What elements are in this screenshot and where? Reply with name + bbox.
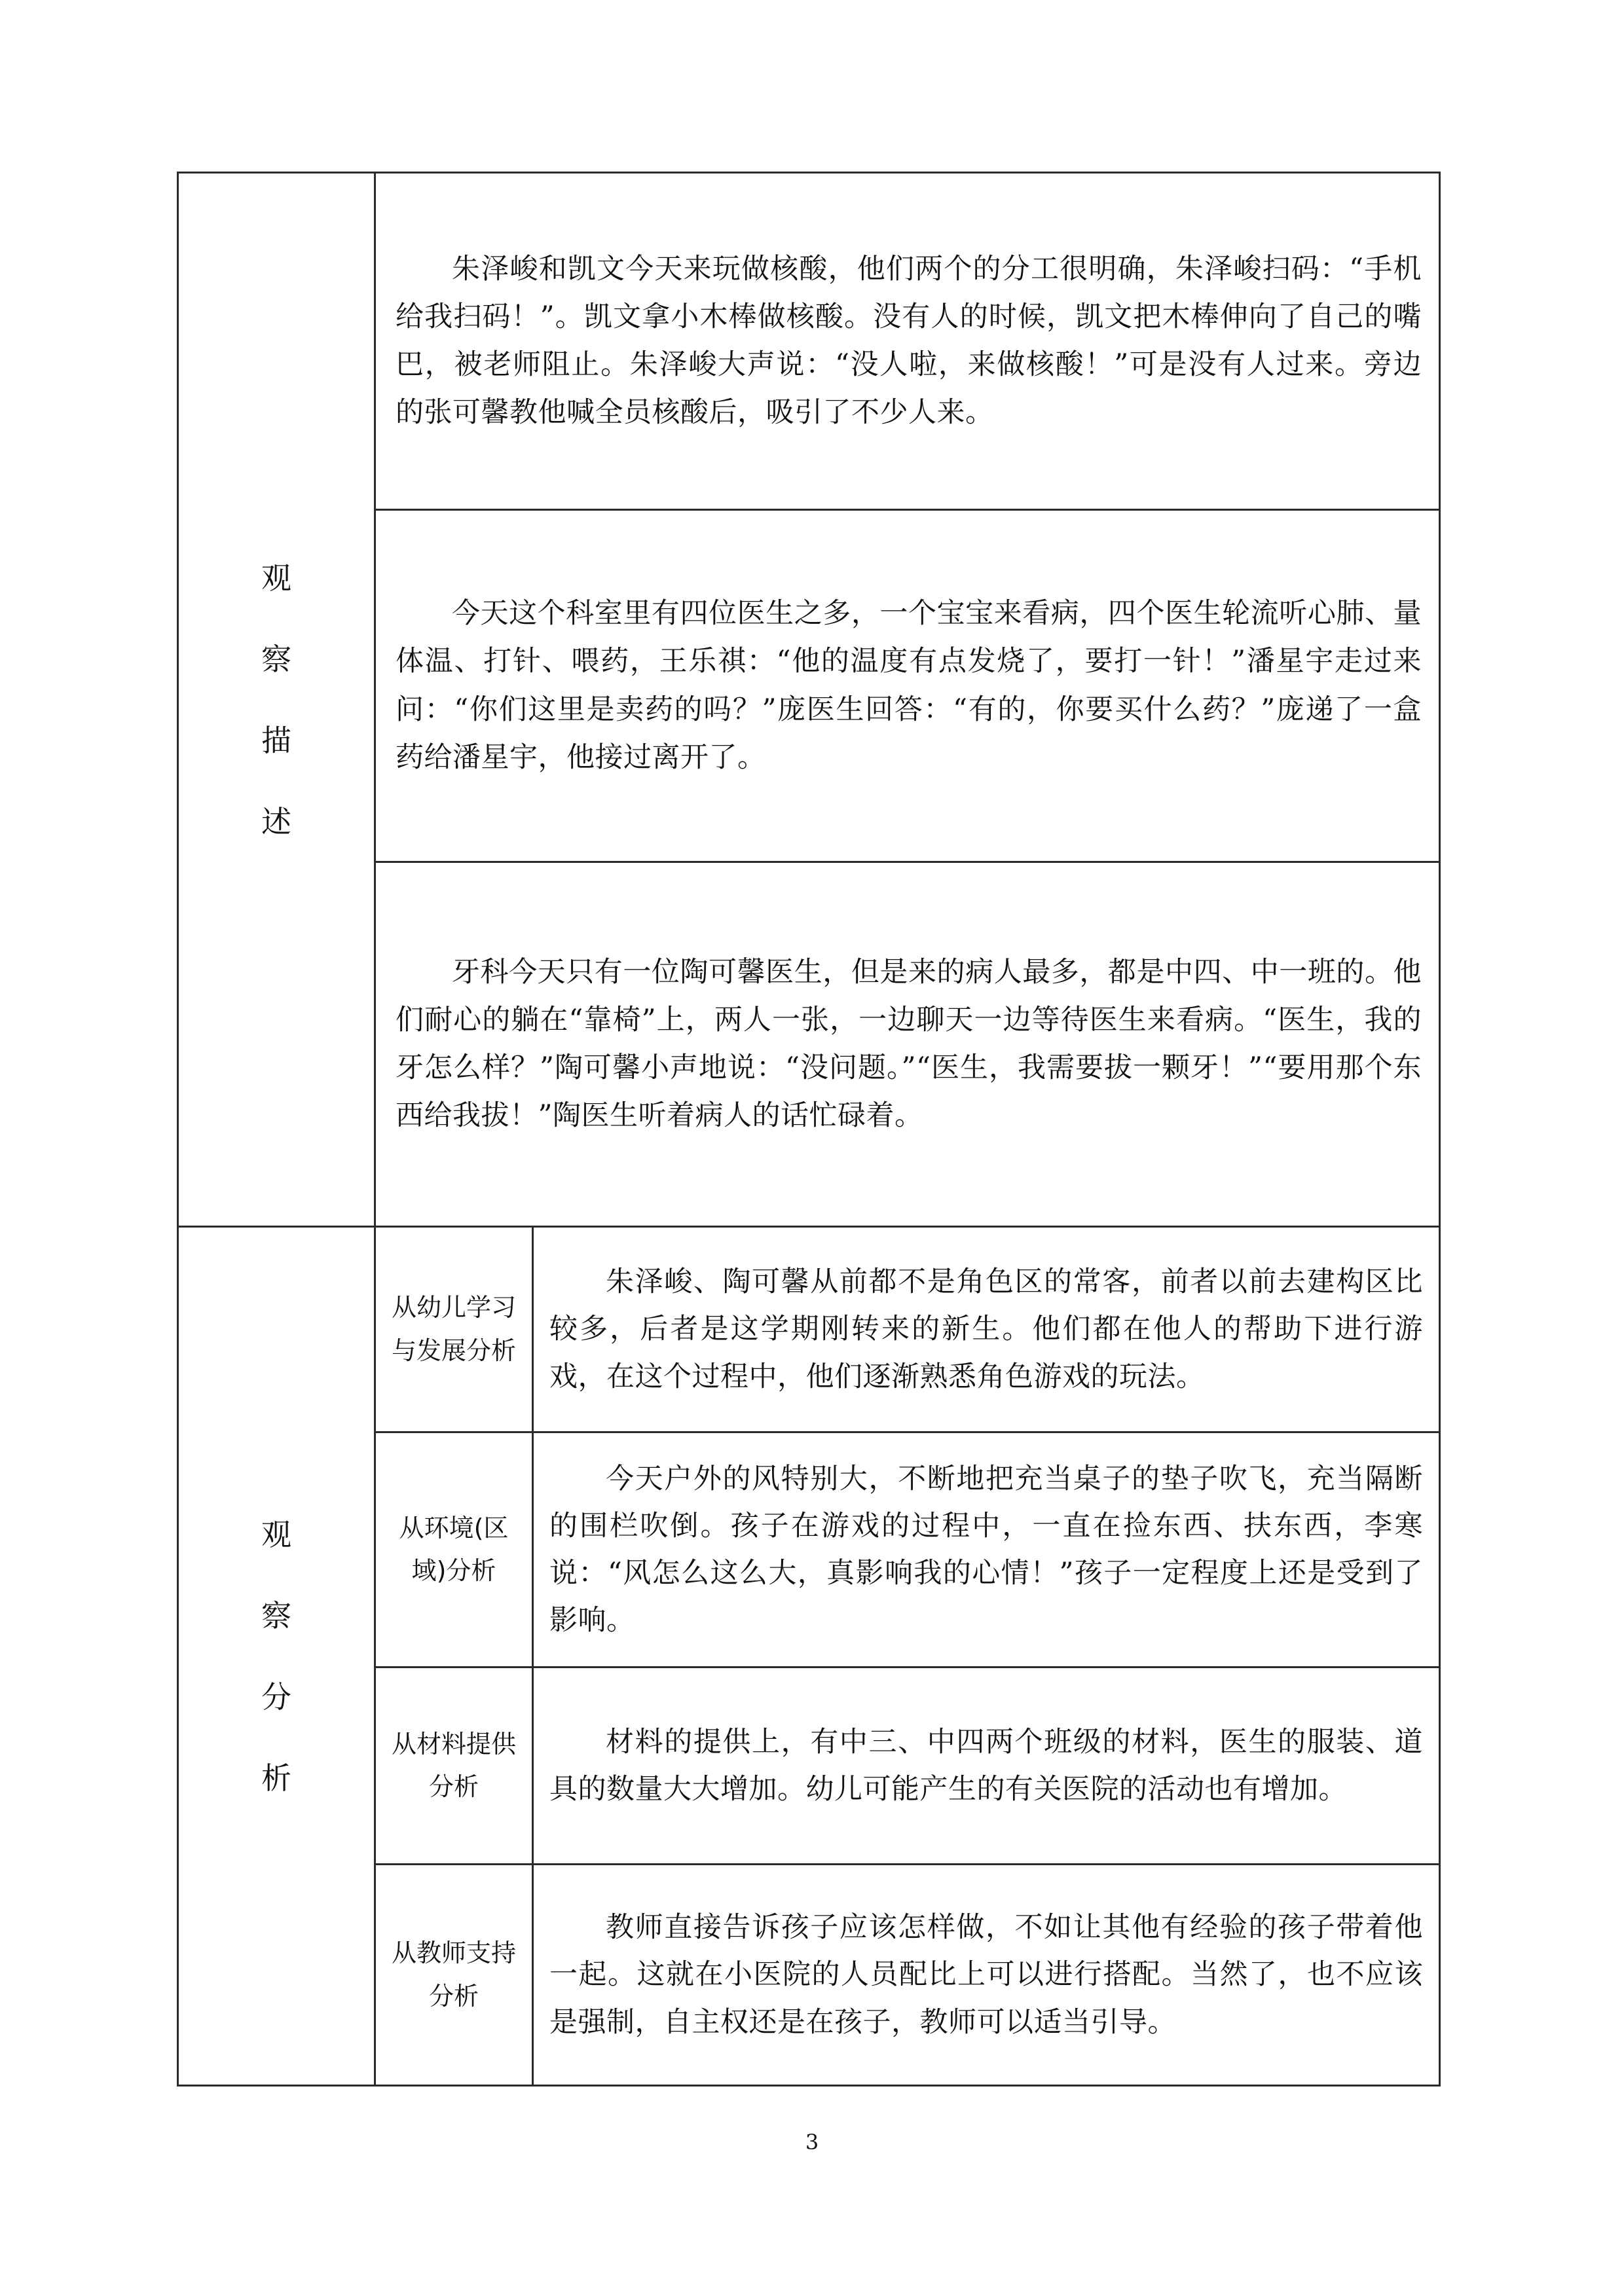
analysis-heading: 从教师支持分析 <box>375 1865 533 2086</box>
analysis-text-cell <box>533 1432 1440 1667</box>
description-cell <box>375 173 1440 510</box>
observation-analysis-label <box>178 1227 375 2086</box>
label-char: 述 <box>261 803 291 839</box>
label-char: 观 <box>261 1516 291 1552</box>
analysis-text-cell <box>533 1667 1440 1865</box>
analysis-heading: 从幼儿学习与发展分析 <box>375 1227 533 1432</box>
label-char: 察 <box>261 641 291 677</box>
observation-description-label <box>178 173 375 1227</box>
label-char: 描 <box>261 722 291 758</box>
analysis-text-cell <box>533 1865 1440 2086</box>
page-number: 3 <box>805 2130 819 2155</box>
analysis-heading: 从材料提供分析 <box>375 1667 533 1865</box>
description-paragraph: 朱泽峻和凯文今天来玩做核酸，他们两个的分工很明确，朱泽峻扫码：“手机给我扫码！”。凯文拿小木棒做核酸。没有人的时候，凯文把木棒伸向了自己的嘴巴，被老师阻止。朱泽峻大声说：“没人啦，来做核酸！”可是没有人过来。旁边的张可馨教他喊全员核酸后，吸引了不少人来。 <box>396 252 1422 429</box>
description-paragraph: 今天这个科室里有四位医生之多，一个宝宝来看病，四个医生轮流听心肺、量体温、打针、喂药，王乐祺：“他的温度有点发烧了，要打一针！”潘星宇走过来问：“你们这里是卖药的吗？”庞医生回答：“有的，你要买什么药？”庞递了一盒药给潘星宇，他接过离开了。 <box>396 597 1422 774</box>
analysis-heading: 从环境(区域)分析 <box>375 1432 533 1667</box>
analysis-paragraph: 材料的提供上，有中三、中四两个班级的材料，医生的服装、道具的数量大大增加。幼儿可能产生的有关医院的活动也有增加。 <box>549 1725 1423 1806</box>
label-char: 分 <box>261 1679 291 1715</box>
label-char: 析 <box>261 1760 291 1796</box>
description-paragraph: 牙科今天只有一位陶可馨医生，但是来的病人最多，都是中四、中一班的。他们耐心的躺在“靠椅”上，两人一张，一边聊天一边等待医生来看病。“医生，我的牙怎么样？”陶可馨小声地说：“没问题。”“医生，我需要拔一颗牙！”“要用那个东西给我拔！”陶医生听着病人的话忙碌着。 <box>396 955 1422 1133</box>
analysis-paragraph: 教师直接告诉孩子应该怎样做，不如让其他有经验的孩子带着他一起。这就在小医院的人员配比上可以进行搭配。当然了，也不应该是强制，自主权还是在孩子，教师可以适当引导。 <box>549 1911 1423 2039</box>
observation-record-table <box>177 172 1441 2086</box>
label-char: 观 <box>261 560 291 596</box>
analysis-paragraph: 今天户外的风特别大，不断地把充当桌子的垫子吹飞，充当隔断的围栏吹倒。孩子在游戏的过程中，一直在捡东西、扶东西，李寒说：“风怎么这么大，真影响我的心情！”孩子一定程度上还是受到了影响。 <box>549 1462 1423 1637</box>
description-cell <box>375 510 1440 862</box>
analysis-text-cell <box>533 1227 1440 1432</box>
label-char: 察 <box>261 1597 291 1633</box>
analysis-paragraph: 朱泽峻、陶可馨从前都不是角色区的常客，前者以前去建构区比较多，后者是这学期刚转来的新生。他们都在他人的帮助下进行游戏，在这个过程中，他们逐渐熟悉角色游戏的玩法。 <box>549 1266 1423 1393</box>
description-cell <box>375 862 1440 1227</box>
